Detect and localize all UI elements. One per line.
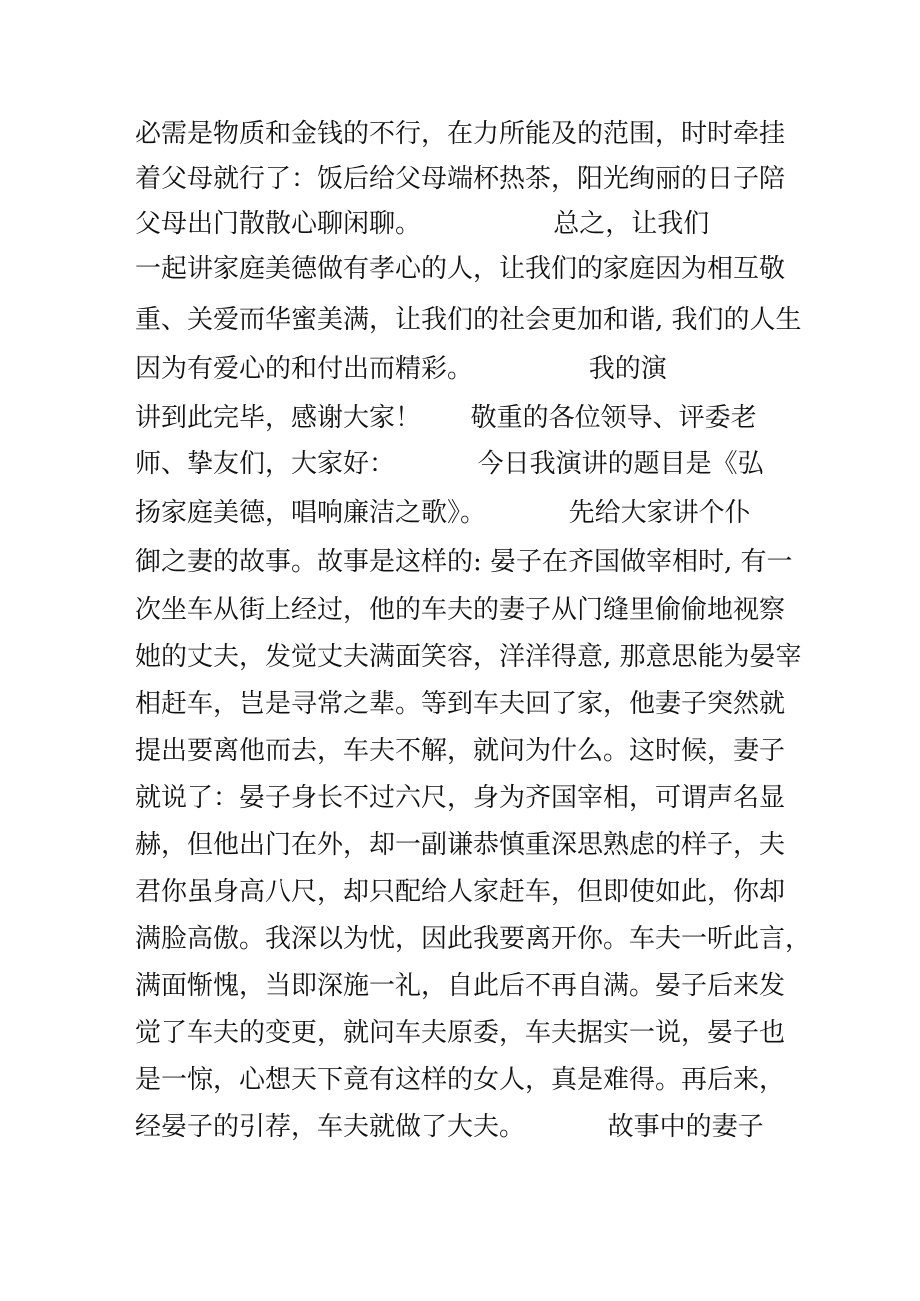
text-line: 赫，但他出门在外，却一副谦恭慎重深思熟虑的样子，夫 bbox=[135, 830, 786, 860]
text-line: 是一惊，心想天下竟有这样的女人，真是难得。再后来， bbox=[135, 1065, 786, 1095]
text-line: 君你虽身高八尺，却只配给人家赶车，但即使如此，你却 bbox=[135, 877, 786, 907]
text-line: 她的丈夫，发觉丈夫满面笑容，洋洋得意, 那意思能为晏宰 bbox=[135, 642, 802, 672]
text-line: 扬家庭美德，唱响廉洁之歌》。 先给大家讲个仆 bbox=[135, 498, 751, 528]
text-line: 次坐车从街上经过，他的车夫的妻子从门缝里偷偷地视察 bbox=[135, 595, 786, 625]
text-line: 着父母就行了：饭后给父母端杯热茶，阳光绚丽的日子陪 bbox=[135, 164, 786, 194]
text-line: 因为有爱心的和付出而精彩。 我的演 bbox=[135, 354, 667, 384]
text-line: 父母出门散散心聊闲聊。 总之，让我们 bbox=[135, 209, 710, 239]
text-line: 就说了：晏子身长不过六尺，身为齐国宰相，可谓声名显 bbox=[135, 783, 786, 813]
text-line: 重、关爱而华蜜美满，让我们的社会更加和谐, 我们的人生 bbox=[135, 305, 802, 335]
text-line: 提出要离他而去，车夫不解，就问为什么。这时候，妻子 bbox=[135, 736, 786, 766]
text-line: 一起讲家庭美德做有孝心的人，让我们的家庭因为相互敬 bbox=[135, 254, 786, 284]
text-line: 必需是物质和金钱的不行，在力所能及的范围，时时牵挂 bbox=[135, 119, 786, 149]
text-line: 满面惭愧，当即深施一礼，自此后不再自满。晏子后来发 bbox=[135, 971, 786, 1001]
text-line: 御之妻的故事。故事是这样的: 晏子在齐国做宰相时, 有一 bbox=[135, 547, 793, 577]
text-line: 师、挚友们，大家好： 今日我演讲的题目是《弘 bbox=[135, 449, 764, 479]
text-line: 经晏子的引荐，车夫就做了大夫。 故事中的妻子 bbox=[135, 1112, 764, 1142]
text-line: 相赶车，岂是寻常之辈。等到车夫回了家，他妻子突然就 bbox=[135, 689, 786, 719]
text-line: 觉了车夫的变更，就问车夫原委，车夫据实一说，晏子也 bbox=[135, 1018, 786, 1048]
text-line: 讲到此完毕，感谢大家！ 敬重的各位领导、评委老 bbox=[135, 403, 757, 433]
text-line: 满脸高傲。我深以为忧，因此我要离开你。车夫一听此言， bbox=[135, 924, 812, 954]
